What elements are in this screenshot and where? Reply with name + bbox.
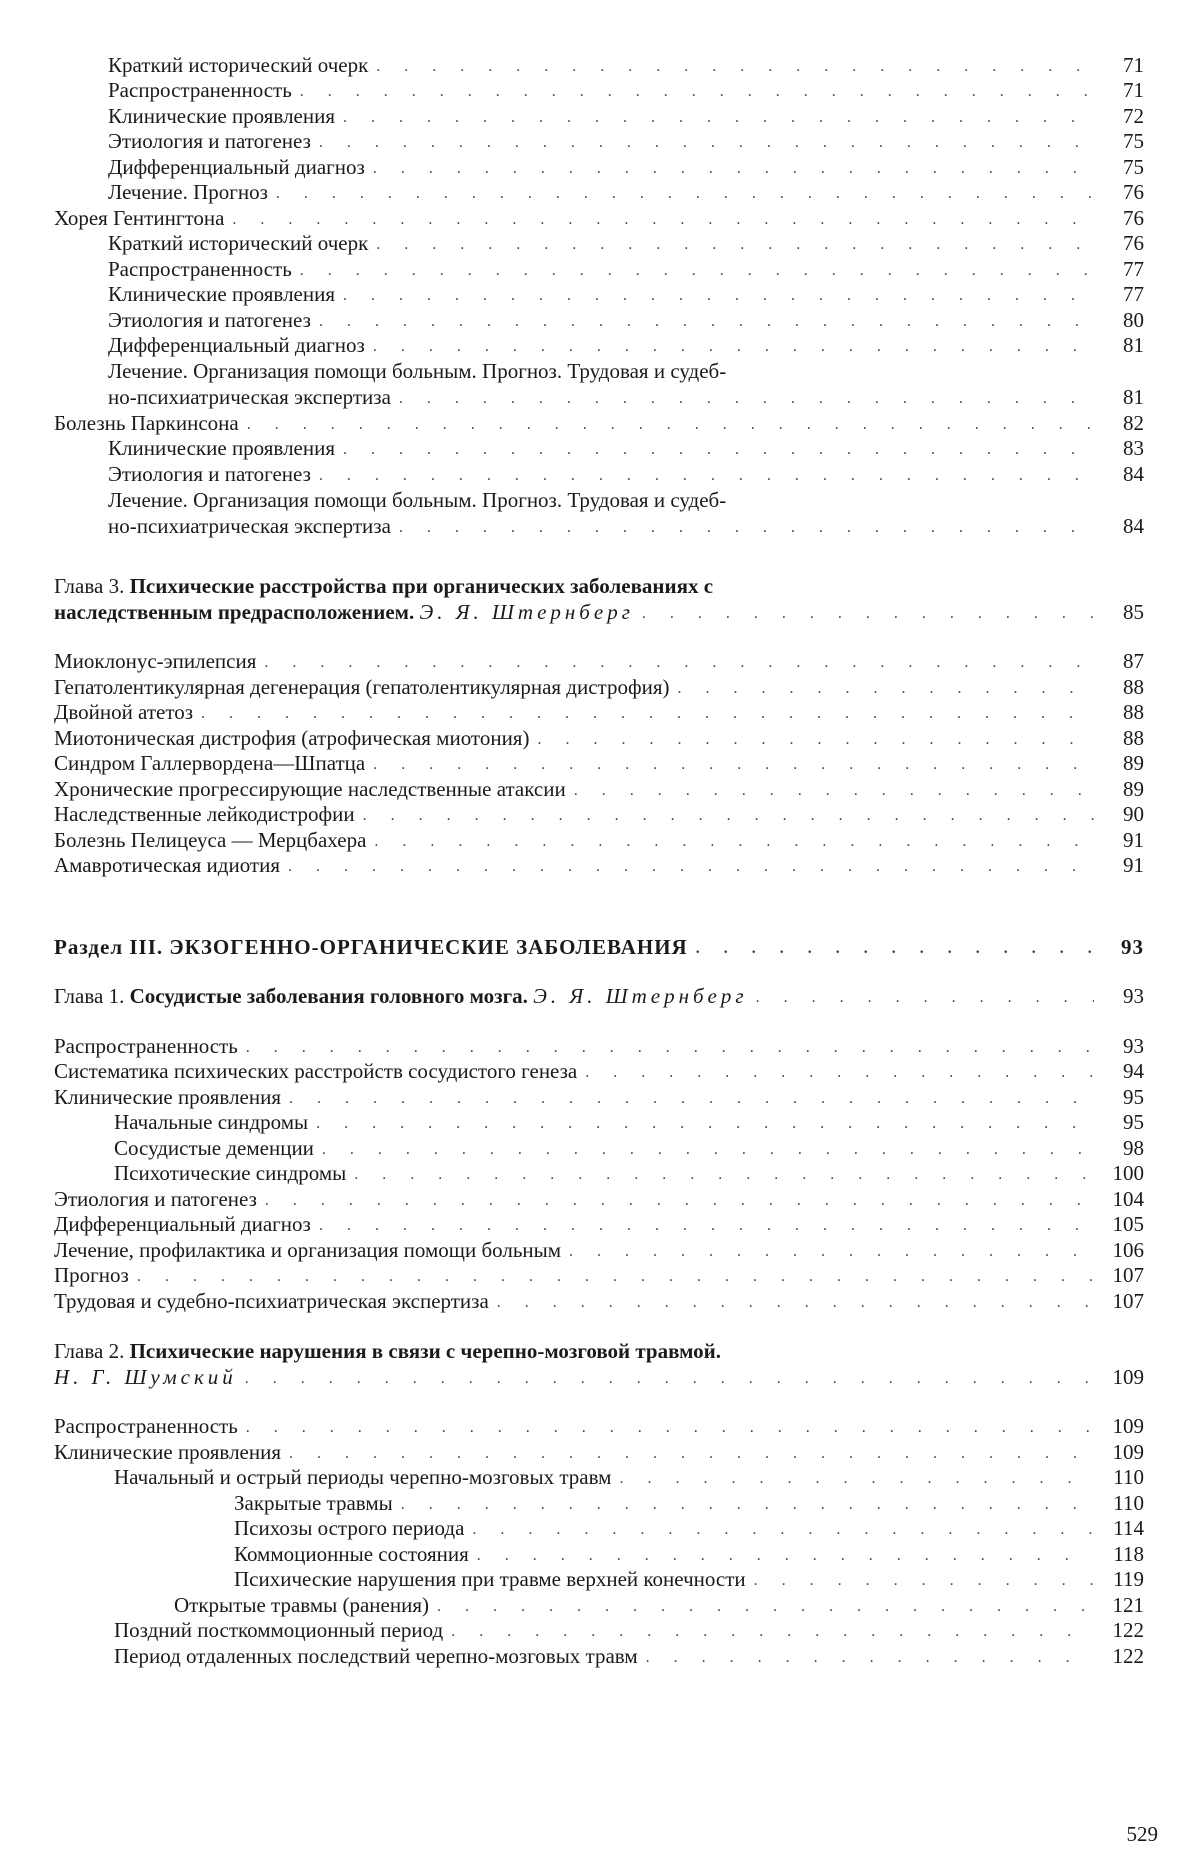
leader-dots <box>137 1266 1094 1288</box>
leader-dots <box>373 336 1094 358</box>
entry-page-number: 121 <box>1112 1592 1144 1617</box>
leader-dots <box>246 1417 1094 1439</box>
leader-dots <box>289 1443 1094 1465</box>
entry-text: Этиология и патогенез <box>108 461 311 486</box>
entry-page-number: 95 <box>1123 1084 1144 1109</box>
leader-dots <box>300 81 1094 103</box>
entry-text: Начальные синдромы <box>114 1110 309 1134</box>
toc-entry <box>54 751 1144 777</box>
entry-text-line2: но-психиатрическая экспертиза <box>108 385 391 409</box>
toc-entry <box>54 282 1144 308</box>
entry-text: Клинические проявления <box>108 103 336 128</box>
toc-entry <box>54 1439 1144 1465</box>
toc-entry <box>54 103 1144 129</box>
entry-text: Психические нарушения при травме верхней конечности <box>234 1567 746 1591</box>
toc-entry <box>54 1212 1144 1238</box>
page-number: 529 <box>1126 1822 1158 1846</box>
toc-entry <box>54 1237 1144 1263</box>
entry-text-line1: Лечение. Организация помощи больным. Прогноз. Трудовая и судеб- <box>108 487 727 512</box>
toc-entry <box>54 700 1144 726</box>
leader-dots <box>451 1621 1094 1643</box>
leader-dots <box>343 285 1094 307</box>
toc-entry <box>54 1465 1144 1491</box>
toc-entry <box>54 1414 1144 1440</box>
toc-entry-wrapped <box>54 487 1144 539</box>
entry-text: Закрытые травмы <box>234 1490 393 1515</box>
entry-text: Краткий исторический очерк <box>108 52 369 77</box>
entry-page-number: 88 <box>1123 725 1144 750</box>
toc-entry <box>54 256 1144 282</box>
chapter-label: Глава 1. <box>54 984 125 1008</box>
leader-dots <box>343 439 1094 461</box>
chapter-1-heading <box>54 984 1144 1010</box>
entry-text: Клинические проявления <box>108 436 336 460</box>
table-of-contents <box>54 52 1144 1669</box>
chapter-label: Глава 2. <box>54 1338 125 1363</box>
entry-text: Болезнь Пелицеуса — Мерцбахера <box>54 827 367 852</box>
leader-dots <box>574 780 1094 802</box>
entry-text: Миоклонус-эпилепсия <box>54 649 257 673</box>
toc-entry <box>54 1059 1144 1085</box>
toc-entry <box>54 1263 1144 1289</box>
leader-dots <box>374 831 1094 853</box>
entry-text: Хорея Гентингтона <box>54 205 225 230</box>
entry-text: Наследственные лейкодистрофии <box>54 802 355 826</box>
chapter-2-heading <box>54 1338 1144 1390</box>
entry-text: Распространенность <box>108 256 292 281</box>
entry-text: Сосудистые деменции <box>114 1135 314 1160</box>
toc-entry <box>54 827 1144 853</box>
leader-dots <box>585 1062 1094 1084</box>
entry-page-number: 110 <box>1113 1465 1144 1489</box>
toc-entry <box>54 1033 1144 1059</box>
toc-entry <box>54 461 1144 487</box>
entry-text: Начальный и острый периоды черепно-мозговых травм <box>114 1465 612 1489</box>
leader-dots <box>477 1545 1094 1567</box>
toc-entry <box>54 1618 1144 1644</box>
toc-entry <box>54 52 1144 78</box>
entry-page-number: 76 <box>1123 180 1144 204</box>
entry-text: Этиология и патогенез <box>54 1186 257 1211</box>
entry-text: Психотические синдромы <box>114 1161 347 1185</box>
leader-dots <box>319 132 1094 154</box>
toc-entry <box>54 1541 1144 1567</box>
leader-dots <box>343 107 1094 129</box>
entry-page-number: 109 <box>1112 1439 1144 1464</box>
entries-block-4 <box>54 1033 1144 1314</box>
leader-dots <box>437 1596 1094 1618</box>
toc-entry <box>54 776 1144 802</box>
toc-entry <box>54 674 1144 700</box>
leader-dots <box>300 260 1094 282</box>
leader-dots <box>201 703 1094 725</box>
chapter-page-number: 93 <box>1123 984 1144 1008</box>
entry-text: Клинические проявления <box>108 282 336 306</box>
entry-page-number: 122 <box>1112 1618 1144 1642</box>
entry-page-number: 88 <box>1123 674 1144 699</box>
chapter-label: Глава 3. <box>54 573 125 598</box>
leader-dots <box>373 754 1094 776</box>
toc-entry <box>54 1161 1144 1187</box>
entry-page-number: 82 <box>1123 410 1144 435</box>
entry-page-number: 89 <box>1123 751 1144 775</box>
entry-text: Коммоционные состояния <box>234 1541 469 1566</box>
leader-dots <box>756 987 1094 1009</box>
entry-text: Этиология и патогенез <box>108 129 311 153</box>
entry-text: Открытые травмы (ранения) <box>174 1592 429 1617</box>
entry-text: Распространенность <box>54 1414 238 1438</box>
entry-text: Краткий исторический очерк <box>108 231 369 255</box>
leader-dots <box>646 1647 1094 1669</box>
entry-page-number: 118 <box>1113 1541 1144 1566</box>
toc-entry <box>54 154 1144 180</box>
leader-dots <box>619 1468 1094 1490</box>
entry-page-number: 107 <box>1112 1263 1144 1287</box>
entry-page-number: 105 <box>1112 1212 1144 1236</box>
section-3-heading <box>54 934 1144 960</box>
entry-text: Хронические прогрессирующие наследственные атаксии <box>54 776 566 801</box>
chapter-title: Психические нарушения в связи с черепно-мозговой травмой. <box>129 1338 721 1363</box>
entries-block-5 <box>54 1414 1144 1669</box>
entry-text: Болезнь Паркинсона <box>54 410 239 435</box>
toc-entry <box>54 231 1144 257</box>
toc-entry <box>54 1186 1144 1212</box>
leader-dots <box>276 183 1094 205</box>
entry-page-number: 104 <box>1112 1186 1144 1211</box>
leader-dots <box>232 209 1094 231</box>
chapter-author: Н. Г. Шумский <box>54 1364 237 1389</box>
entry-text: Дифференциальный диагноз <box>54 1212 311 1236</box>
entry-text: Амавротическая идиотия <box>54 853 280 877</box>
toc-entry <box>54 333 1144 359</box>
leader-dots <box>677 678 1094 700</box>
leader-dots <box>247 414 1094 436</box>
leader-dots <box>319 311 1094 333</box>
entry-text: Трудовая и судебно-психиатрическая экспертиза <box>54 1288 489 1313</box>
entry-text: Клинические проявления <box>54 1439 282 1464</box>
entry-page-number: 90 <box>1123 802 1144 826</box>
entry-text: Поздний посткоммоционный период <box>114 1618 444 1642</box>
entry-page-number: 84 <box>1123 513 1144 538</box>
entry-page-number: 119 <box>1113 1567 1144 1591</box>
leader-dots <box>696 938 1094 960</box>
entry-page-number: 107 <box>1112 1288 1144 1313</box>
entry-page-number: 71 <box>1123 52 1144 77</box>
section-page-number: 93 <box>1121 934 1144 959</box>
leader-dots <box>497 1292 1094 1314</box>
toc-entry <box>54 853 1144 879</box>
chapter-title-line1: Психические расстройства при органических заболеваниях с <box>129 573 714 598</box>
toc-entry <box>54 1592 1144 1618</box>
section-title: Раздел III. ЭКЗОГЕННО-ОРГАНИЧЕСКИЕ ЗАБОЛЕВАНИЯ <box>54 934 688 959</box>
entry-text: Миотоническая дистрофия (атрофическая миотония) <box>54 725 530 750</box>
entry-text: Психозы острого периода <box>234 1516 465 1540</box>
toc-entry <box>54 802 1144 828</box>
leader-dots <box>472 1519 1094 1541</box>
entry-page-number: 84 <box>1123 461 1144 486</box>
entry-page-number: 89 <box>1123 776 1144 801</box>
entry-page-number: 122 <box>1112 1643 1144 1668</box>
leader-dots <box>319 1215 1094 1237</box>
leader-dots <box>363 805 1094 827</box>
chapter-page-number: 85 <box>1123 599 1144 624</box>
entry-page-number: 106 <box>1112 1237 1144 1262</box>
leader-dots <box>264 652 1094 674</box>
entry-page-number: 75 <box>1123 129 1144 153</box>
chapter-title-line2: наследственным предрасположением. <box>54 599 415 624</box>
entry-page-number: 80 <box>1123 307 1144 332</box>
entry-page-number: 110 <box>1113 1490 1144 1515</box>
entry-text: Двойной атетоз <box>54 700 194 724</box>
entry-page-number: 76 <box>1123 231 1144 255</box>
chapter-3-heading <box>54 573 1144 625</box>
entry-text: Период отдаленных последствий черепно-мозговых травм <box>114 1643 638 1668</box>
toc-entry <box>54 1288 1144 1314</box>
toc-entry <box>54 1516 1144 1542</box>
entry-text: Клинические проявления <box>54 1084 282 1109</box>
entry-page-number: 114 <box>1113 1516 1144 1540</box>
entry-page-number: 91 <box>1123 853 1144 877</box>
toc-entry <box>54 78 1144 104</box>
entry-text: Распространенность <box>108 78 292 102</box>
entry-text: Лечение, профилактика и организация помощи больным <box>54 1237 562 1262</box>
toc-entry <box>54 1567 1144 1593</box>
entry-page-number: 100 <box>1112 1161 1144 1185</box>
entry-page-number: 98 <box>1123 1135 1144 1160</box>
leader-dots <box>376 56 1094 78</box>
leader-dots <box>354 1164 1094 1186</box>
toc-entry-wrapped <box>54 358 1144 410</box>
entry-page-number: 87 <box>1123 649 1144 673</box>
entry-page-number: 71 <box>1123 78 1144 102</box>
toc-entry <box>54 205 1144 231</box>
chapter-title: Сосудистые заболевания головного мозга. <box>129 984 528 1008</box>
toc-entry <box>54 436 1144 462</box>
entry-page-number: 81 <box>1123 333 1144 357</box>
leader-dots <box>288 856 1094 878</box>
leader-dots <box>399 517 1094 539</box>
entry-text: Прогноз <box>54 1263 129 1287</box>
entry-page-number: 94 <box>1123 1059 1144 1083</box>
toc-entry <box>54 1135 1144 1161</box>
toc-entry <box>54 307 1144 333</box>
leader-dots <box>401 1494 1094 1516</box>
toc-entry <box>54 1110 1144 1136</box>
toc-entry <box>54 1490 1144 1516</box>
chapter-author: Э. Я. Штернберг <box>533 984 748 1008</box>
leader-dots <box>569 1241 1094 1263</box>
leader-dots <box>316 1113 1094 1135</box>
leader-dots <box>322 1139 1094 1161</box>
entries-block-1 <box>54 52 1144 358</box>
entry-page-number: 93 <box>1123 1033 1144 1058</box>
entry-text: Лечение. Прогноз <box>108 180 268 204</box>
entry-page-number: 91 <box>1123 827 1144 852</box>
entry-page-number: 88 <box>1123 700 1144 724</box>
entry-page-number: 76 <box>1123 205 1144 230</box>
leader-dots <box>642 603 1094 625</box>
leader-dots <box>319 465 1094 487</box>
toc-entry <box>54 1084 1144 1110</box>
entry-page-number: 75 <box>1123 154 1144 179</box>
entry-text-line1: Лечение. Организация помощи больным. Прогноз. Трудовая и судеб- <box>108 359 727 383</box>
entry-page-number: 72 <box>1123 103 1144 128</box>
toc-entry <box>54 180 1144 206</box>
chapter-author: Э. Я. Штернберг <box>419 599 634 624</box>
toc-entry <box>54 725 1144 751</box>
entry-text: Распространенность <box>54 1033 238 1058</box>
entry-page-number: 77 <box>1123 282 1144 306</box>
entry-page-number: 109 <box>1112 1414 1144 1438</box>
leader-dots <box>265 1190 1094 1212</box>
entry-page-number: 95 <box>1123 1110 1144 1134</box>
entry-text: Синдром Галлервордена—Шпатца <box>54 751 366 775</box>
entry-text: Этиология и патогенез <box>108 307 311 332</box>
entries-block-3 <box>54 649 1144 879</box>
entry-page-number: 81 <box>1123 385 1144 409</box>
leader-dots <box>246 1037 1094 1059</box>
toc-entry <box>54 1643 1144 1669</box>
leader-dots <box>289 1088 1094 1110</box>
leader-dots <box>376 234 1094 256</box>
entry-page-number: 77 <box>1123 256 1144 281</box>
entry-text: Дифференциальный диагноз <box>108 333 365 357</box>
leader-dots <box>537 729 1094 751</box>
entry-page-number: 83 <box>1123 436 1144 460</box>
chapter-page-number: 109 <box>1112 1364 1144 1389</box>
toc-entry <box>54 649 1144 675</box>
entries-block-2 <box>54 410 1144 487</box>
leader-dots <box>754 1570 1094 1592</box>
entry-text: Дифференциальный диагноз <box>108 154 365 179</box>
leader-dots <box>245 1368 1094 1390</box>
leader-dots <box>373 158 1094 180</box>
entry-text: Систематика психических расстройств сосудистого генеза <box>54 1059 578 1083</box>
toc-entry <box>54 129 1144 155</box>
entry-text: Гепатолентикулярная дегенерация (гепатолентикулярная дистрофия) <box>54 674 670 699</box>
toc-entry <box>54 410 1144 436</box>
leader-dots <box>399 388 1094 410</box>
entry-text-line2: но-психиатрическая экспертиза <box>108 513 391 538</box>
